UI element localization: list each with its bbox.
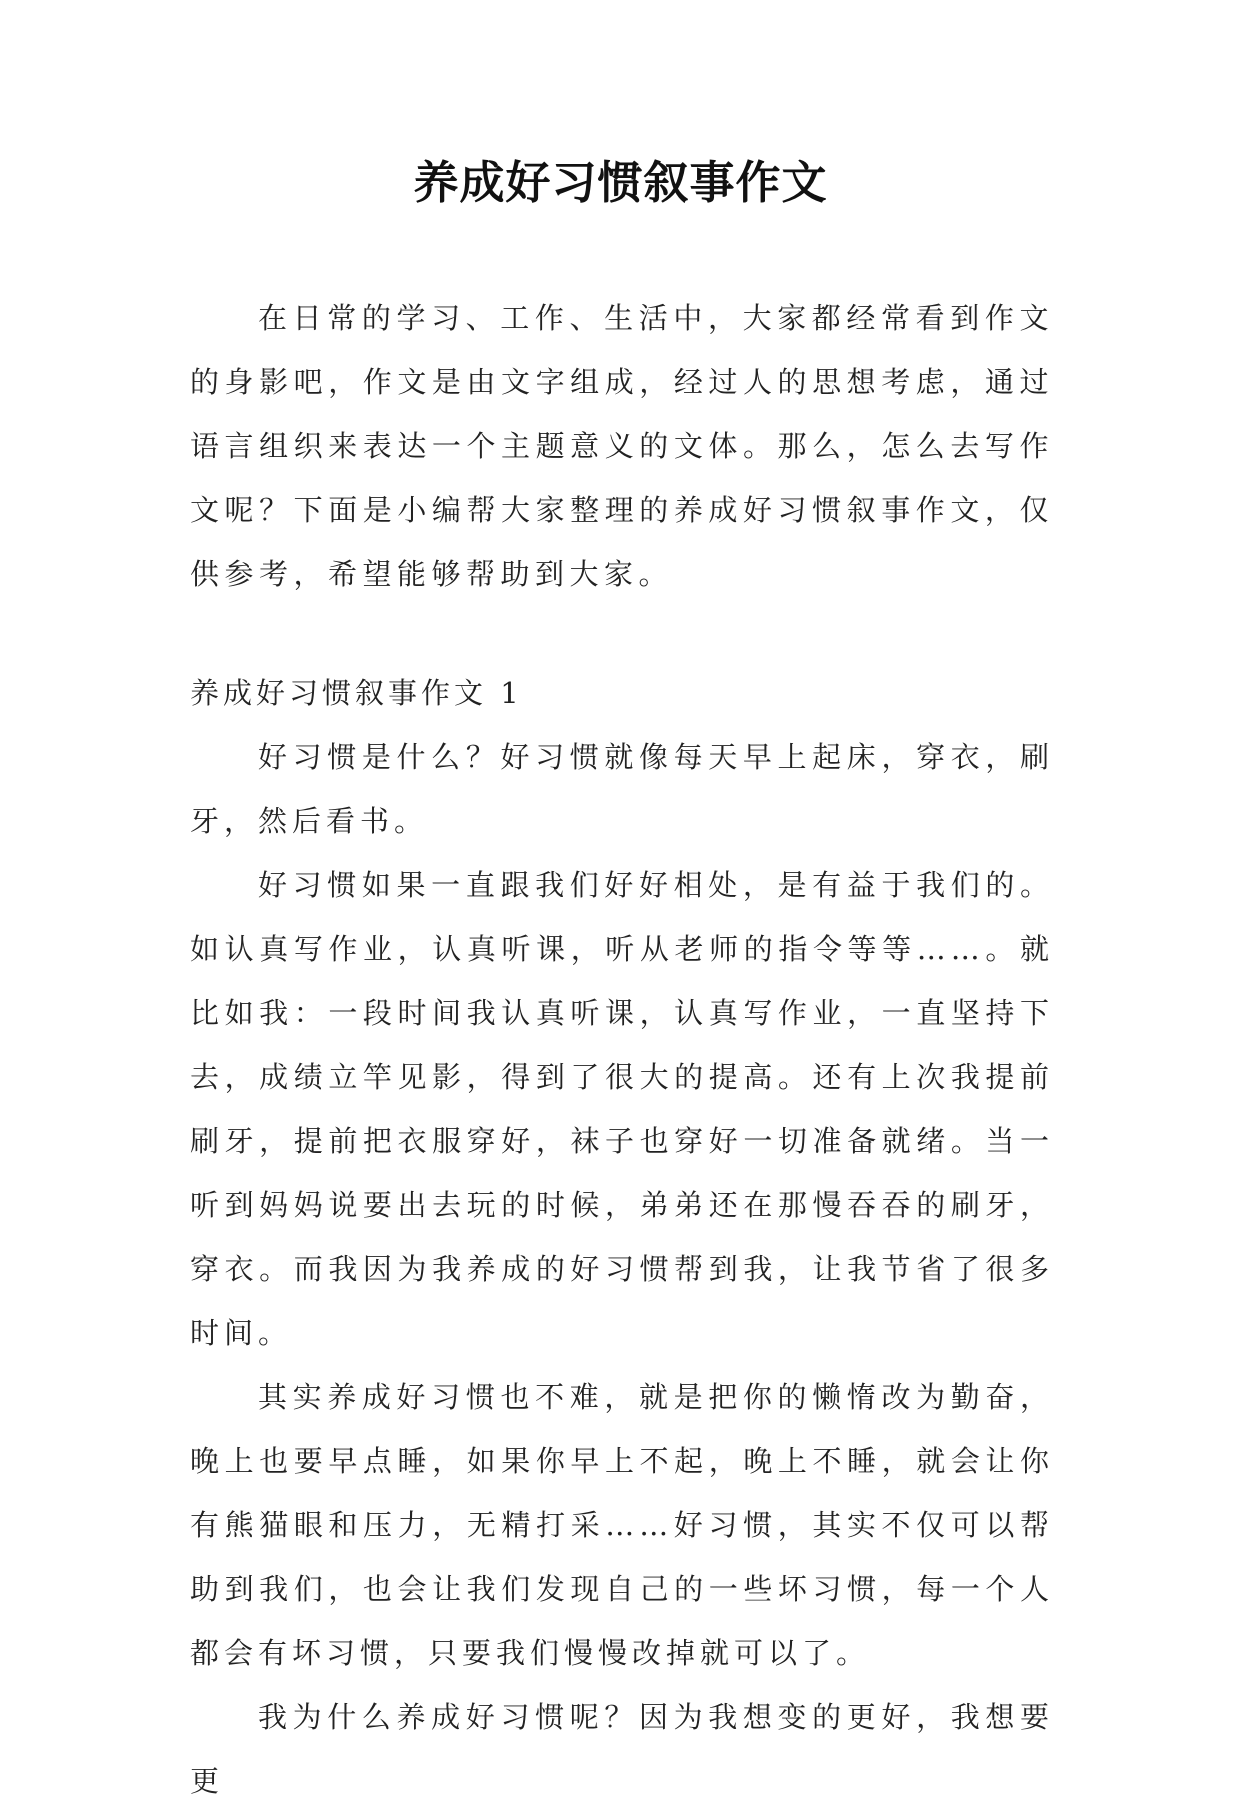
document-body xyxy=(190,286,1054,1813)
section-heading: 养成好习惯叙事作文 1 xyxy=(190,676,523,710)
body-paragraph-2: 好习惯如果一直跟我们好好相处，是有益于我们的。如认真写作业，认真听课，听从老师的指令等等……。就比如我：一段时间我认真听课，认真写作业，一直坚持下去，成绩立竿见影，得到了很大的提高。还有上次我提前刷牙，提前把衣服穿好，袜子也穿好一切准备就绪。当一听到妈妈说要出去玩的时候，弟弟还在那慢吞吞的刷牙，穿衣。而我因为我养成的好习惯帮到我，让我节省了很多时间。 xyxy=(190,868,1054,1350)
body-paragraph-4: 我为什么养成好习惯呢？因为我想变的更好，我想要更 xyxy=(190,1700,1054,1798)
body-paragraph-3: 其实养成好习惯也不难，就是把你的懒惰改为勤奋，晚上也要早点睡，如果你早上不起，晚上不睡，就会让你有熊猫眼和压力，无精打采……好习惯，其实不仅可以帮助到我们，也会让我们发现自己的一些坏习惯，每一个人都会有坏习惯，只要我们慢慢改掉就可以了。 xyxy=(190,1380,1054,1670)
body-paragraph-1: 好习惯是什么？好习惯就像每天早上起床，穿衣，刷牙，然后看书。 xyxy=(190,740,1054,838)
document-title: 养成好习惯叙事作文 xyxy=(413,156,828,209)
intro-paragraph: 在日常的学习、工作、生活中，大家都经常看到作文的身影吧，作文是由文字组成，经过人的思想考虑，通过语言组织来表达一个主题意义的文体。那么，怎么去写作文呢？下面是小编帮大家整理的养成好习惯叙事作文，仅供参考，希望能够帮助到大家。 xyxy=(190,301,1054,591)
